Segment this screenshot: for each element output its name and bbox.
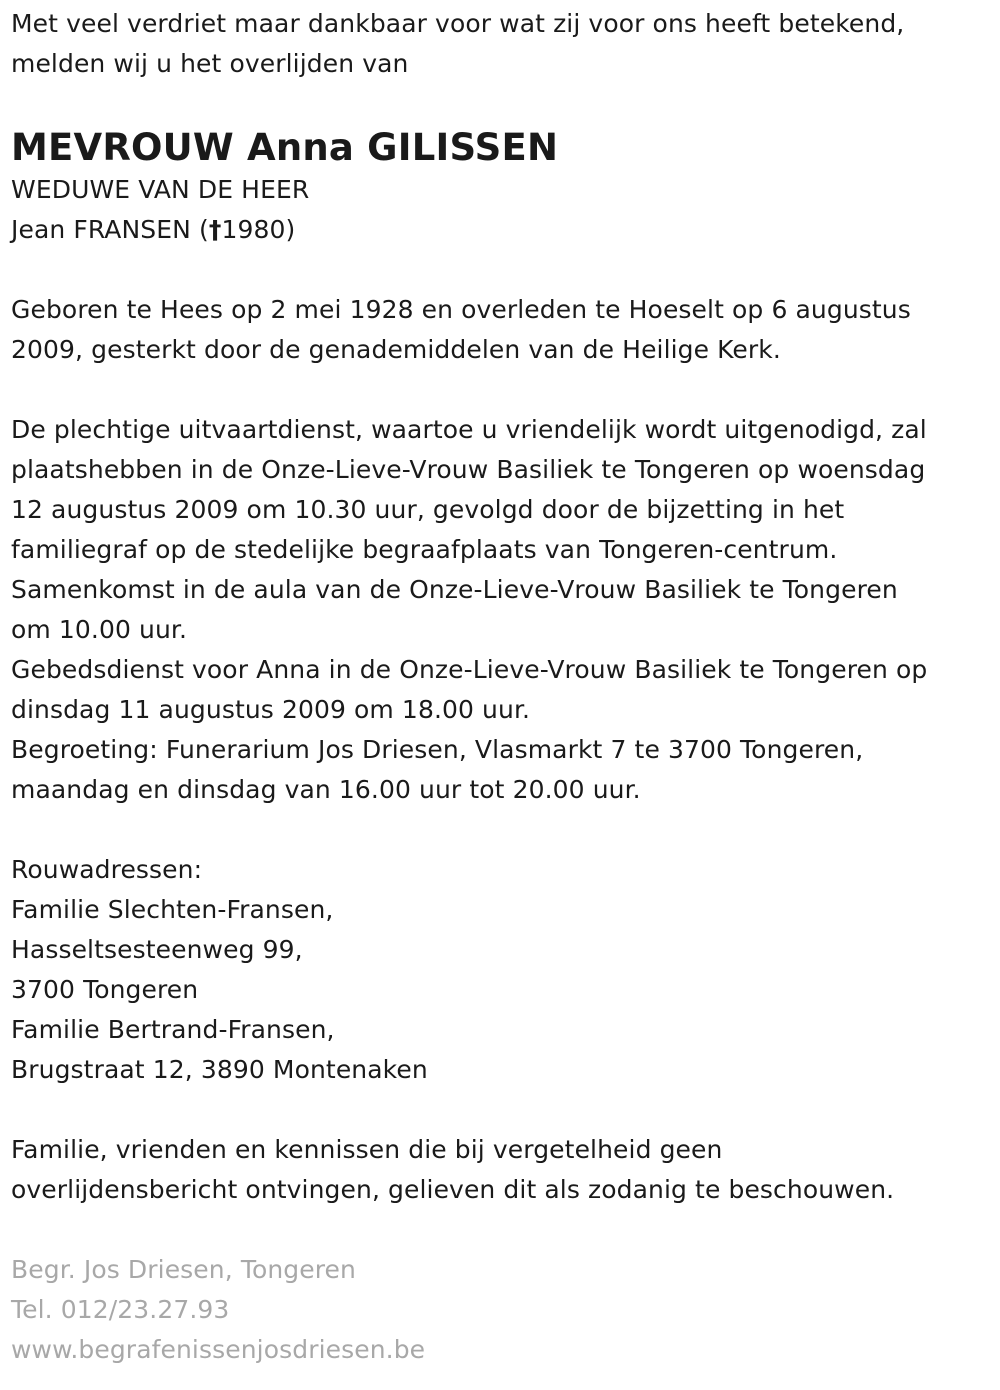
ceremony-paragraph <box>11 410 991 810</box>
funeral-home-website: www.begrafenissenjosdriesen.be <box>11 1335 426 1364</box>
address-line: 3700 Tongeren <box>11 975 199 1004</box>
addresses-block <box>11 850 991 1090</box>
deceased-name: MEVROUW Anna GILISSEN <box>11 126 559 169</box>
obituary-notice <box>11 4 991 1370</box>
funeral-home-phone: Tel. 012/23.27.93 <box>11 1295 230 1324</box>
address-line: Brugstraat 12, 3890 Montenaken <box>11 1055 428 1084</box>
intro-line: melden wij u het overlijden van <box>11 49 409 78</box>
intro-paragraph <box>11 4 991 84</box>
intro-line: Met veel verdriet maar dankbaar voor wat zij voor ons heeft betekend, <box>11 9 905 38</box>
birth-death-line: Geboren te Hees op 2 mei 1928 en overleden te Hoeselt op 6 augustus <box>11 295 911 324</box>
spouse-name: Jean FRANSEN ( <box>11 215 209 244</box>
ceremony-line: De plechtige uitvaartdienst, waartoe u vriendelijk wordt uitgenodigd, zal <box>11 415 927 444</box>
ceremony-line: plaatshebben in de Onze-Lieve-Vrouw Basiliek te Tongeren op woensdag <box>11 455 926 484</box>
birth-death-line: 2009, gesterkt door de genademiddelen van de Heilige Kerk. <box>11 335 781 364</box>
funeral-home-name: Begr. Jos Driesen, Tongeren <box>11 1255 356 1284</box>
ceremony-line: Begroeting: Funerarium Jos Driesen, Vlasmarkt 7 te 3700 Tongeren, <box>11 735 864 764</box>
closing-paragraph <box>11 1130 991 1210</box>
ceremony-line: Gebedsdienst voor Anna in de Onze-Lieve-Vrouw Basiliek te Tongeren op <box>11 655 928 684</box>
closing-line: Familie, vrienden en kennissen die bij vergetelheid geen <box>11 1135 723 1164</box>
deceased-block <box>11 126 991 250</box>
ceremony-line: dinsdag 11 augustus 2009 om 18.00 uur. <box>11 695 531 724</box>
address-line: Familie Bertrand-Fransen, <box>11 1015 335 1044</box>
address-line: Hasseltsesteenweg 99, <box>11 935 303 964</box>
ceremony-line: 12 augustus 2009 om 10.30 uur, gevolgd door de bijzetting in het <box>11 495 845 524</box>
ceremony-line: Samenkomst in de aula van de Onze-Lieve-Vrouw Basiliek te Tongeren <box>11 575 898 604</box>
addresses-heading: Rouwadressen: <box>11 855 203 884</box>
cross-icon: † <box>208 215 222 244</box>
ceremony-line: familiegraf op de stedelijke begraafplaats van Tongeren-centrum. <box>11 535 838 564</box>
closing-line: overlijdensbericht ontvingen, gelieven dit als zodanig te beschouwen. <box>11 1175 895 1204</box>
ceremony-line: maandag en dinsdag van 16.00 uur tot 20.00 uur. <box>11 775 641 804</box>
funeral-home-footer <box>11 1250 991 1370</box>
spouse-line <box>11 210 991 250</box>
ceremony-line: om 10.00 uur. <box>11 615 188 644</box>
birth-death-paragraph <box>11 290 991 370</box>
widow-of-label: WEDUWE VAN DE HEER <box>11 175 310 204</box>
address-line: Familie Slechten-Fransen, <box>11 895 334 924</box>
spouse-year: 1980) <box>221 215 296 244</box>
